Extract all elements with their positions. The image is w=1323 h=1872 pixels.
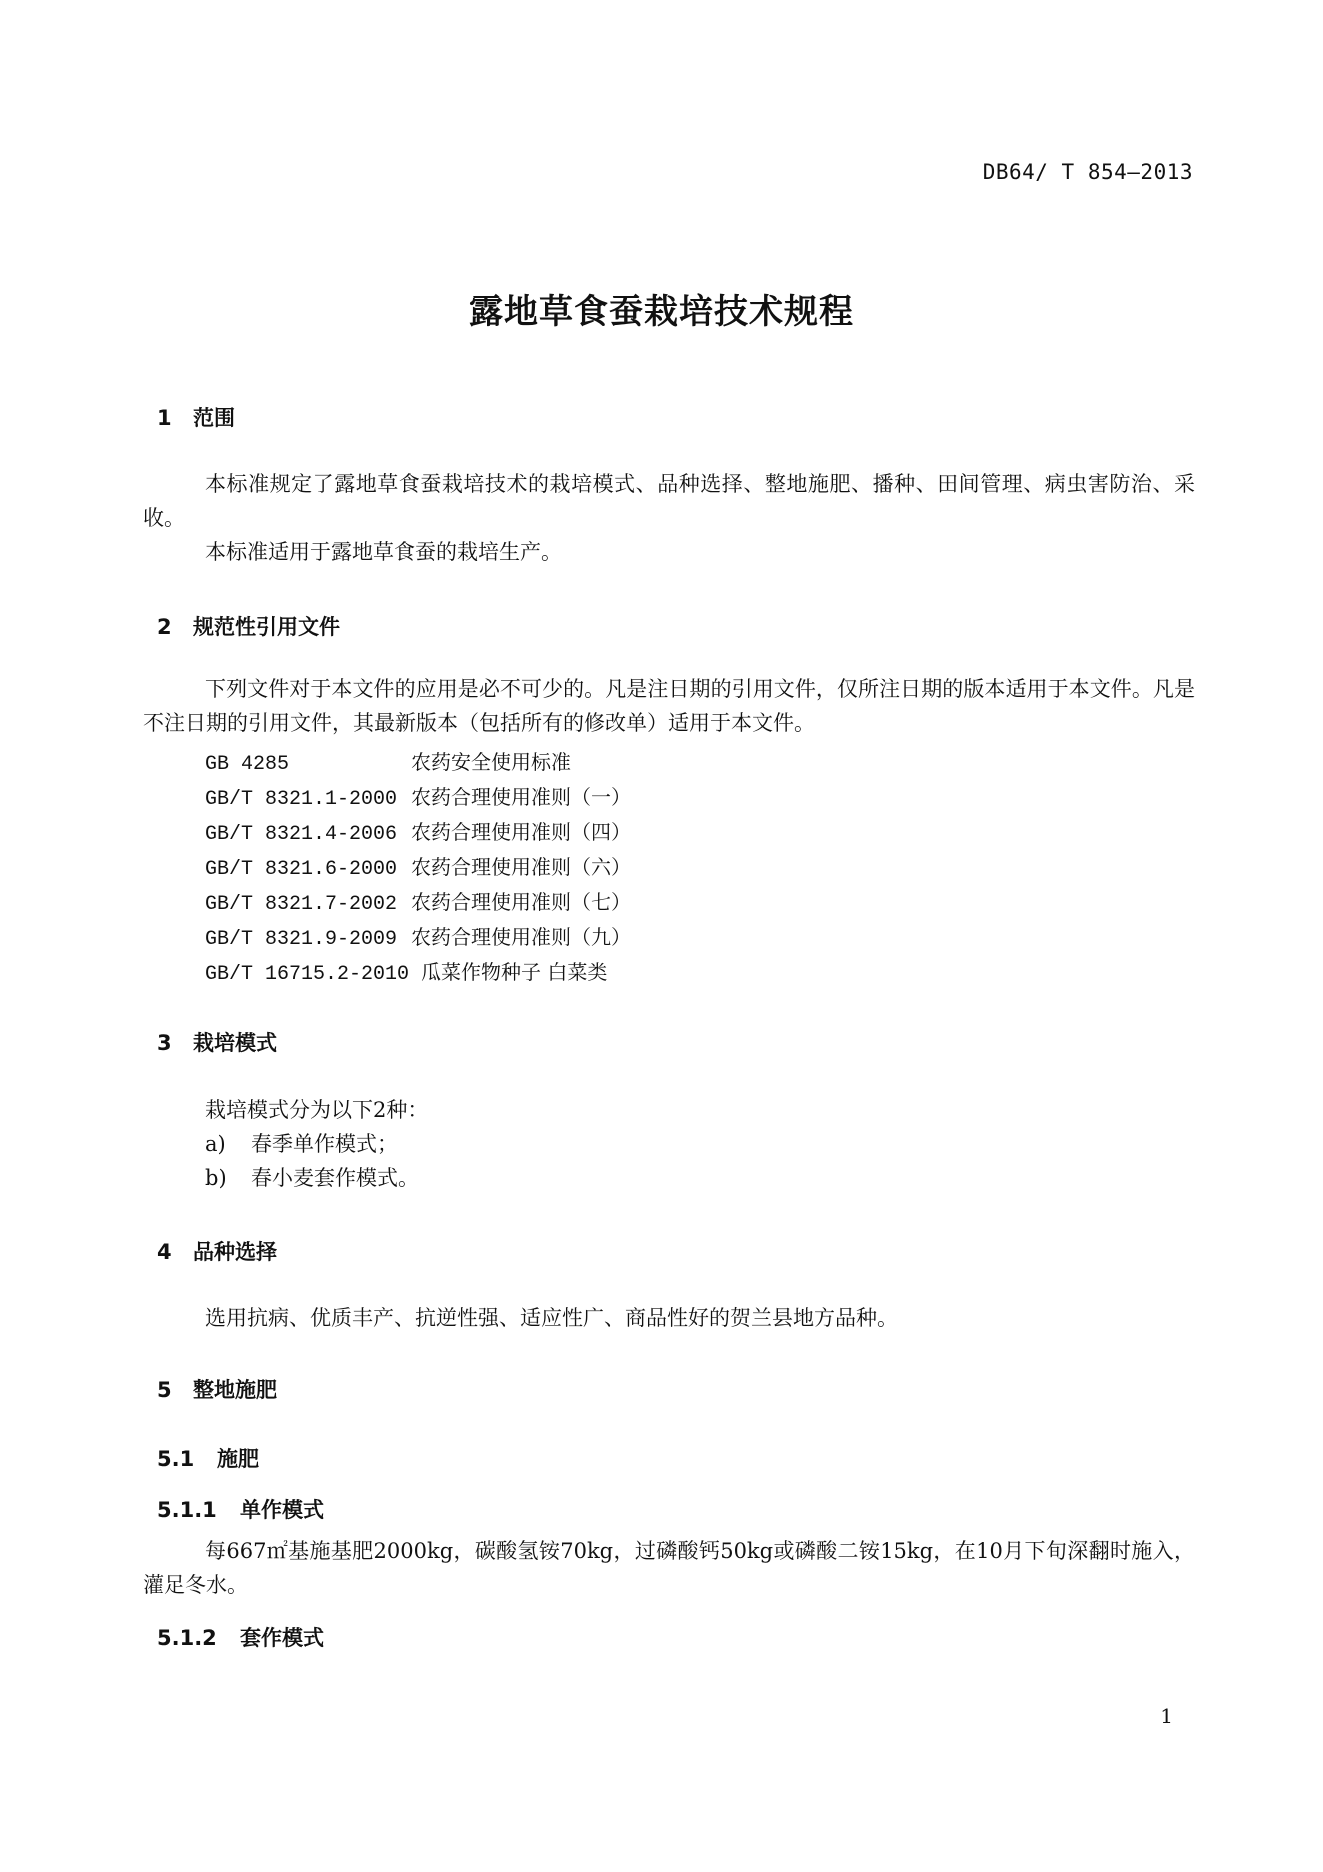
reference-name: 农药合理使用准则（七）: [411, 890, 631, 914]
section-number: 5: [157, 1378, 172, 1402]
section-number: 5.1.1: [157, 1498, 217, 1522]
section-5-1-2-heading: [157, 1622, 324, 1652]
standard-code: DB64/ T 854—2013: [982, 160, 1193, 184]
section-title: 规范性引用文件: [193, 615, 340, 639]
section-2-heading: [157, 611, 340, 641]
section-number: 5.1: [157, 1447, 195, 1471]
section-title: 整地施肥: [193, 1378, 277, 1402]
reference-code: GB/T 8321.6-2000: [205, 858, 398, 881]
list-text: 春小麦套作模式。: [251, 1166, 419, 1190]
list-item: [205, 1128, 398, 1158]
page-number: 1: [1160, 1704, 1173, 1728]
list-text: 春季单作模式；: [251, 1132, 398, 1156]
section-5-heading: [157, 1374, 277, 1404]
reference-item: [205, 886, 631, 916]
section-number: 2: [157, 615, 172, 639]
section-title: 品种选择: [193, 1240, 277, 1264]
section-5-1-heading: [157, 1443, 259, 1473]
section-number: 4: [157, 1240, 172, 1264]
list-marker: a): [205, 1132, 226, 1156]
section-number: 1: [157, 406, 172, 430]
list-marker: b): [205, 1166, 227, 1190]
section-3-heading: [157, 1027, 277, 1057]
section-title: 套作模式: [240, 1626, 324, 1650]
reference-item: [205, 816, 631, 846]
reference-code: GB/T 8321.9-2009: [205, 928, 398, 951]
reference-item: [205, 781, 631, 811]
section-5-1-1-heading: [157, 1494, 324, 1524]
reference-name: 农药合理使用准则（九）: [411, 925, 631, 949]
reference-name: 农药合理使用准则（一）: [411, 785, 631, 809]
reference-item: [205, 921, 631, 951]
list-item: [205, 1162, 419, 1192]
section-title: 范围: [193, 406, 235, 430]
reference-item: [205, 746, 571, 776]
reference-name: 瓜菜作物种子 白菜类: [421, 960, 608, 984]
section-title: 单作模式: [240, 1498, 324, 1522]
section-1-paragraph-1: 本标准规定了露地草食蚕栽培技术的栽培模式、品种选择、整地施肥、播种、田间管理、病虫害防治、采收。: [143, 472, 1195, 530]
section-1-heading: [157, 402, 235, 432]
section-1-paragraph-2: 本标准适用于露地草食蚕的栽培生产。: [205, 540, 562, 564]
section-title: 施肥: [217, 1447, 259, 1471]
reference-code: GB 4285: [205, 753, 290, 776]
section-2-paragraph-1: 下列文件对于本文件的应用是必不可少的。凡是注日期的引用文件，仅所注日期的版本适用于本文件。凡是不注日期的引用文件，其最新版本（包括所有的修改单）适用于本文件。: [143, 677, 1195, 735]
reference-name: 农药安全使用标准: [411, 750, 571, 774]
section-title: 栽培模式: [193, 1031, 277, 1055]
section-number: 5.1.2: [157, 1626, 217, 1650]
reference-code: GB/T 16715.2-2010: [205, 963, 410, 986]
section-3-intro: 栽培模式分为以下2种：: [205, 1098, 429, 1122]
reference-item: [205, 956, 607, 986]
reference-item: [205, 851, 631, 881]
reference-name: 农药合理使用准则（六）: [411, 855, 631, 879]
reference-code: GB/T 8321.1-2000: [205, 788, 398, 811]
reference-code: GB/T 8321.4-2006: [205, 823, 398, 846]
reference-name: 农药合理使用准则（四）: [411, 820, 631, 844]
section-5-1-1-paragraph-1: 每667㎡基施基肥2000kg，碳酸氢铵70kg，过磷酸钙50kg或磷酸二铵15kg，在10月下旬深翻时施入，灌足冬水。: [143, 1539, 1195, 1597]
section-4-paragraph-1: 选用抗病、优质丰产、抗逆性强、适应性广、商品性好的贺兰县地方品种。: [205, 1306, 898, 1330]
section-4-heading: [157, 1236, 277, 1266]
section-number: 3: [157, 1031, 172, 1055]
reference-code: GB/T 8321.7-2002: [205, 893, 398, 916]
document-title: 露地草食蚕栽培技术规程: [469, 292, 854, 332]
